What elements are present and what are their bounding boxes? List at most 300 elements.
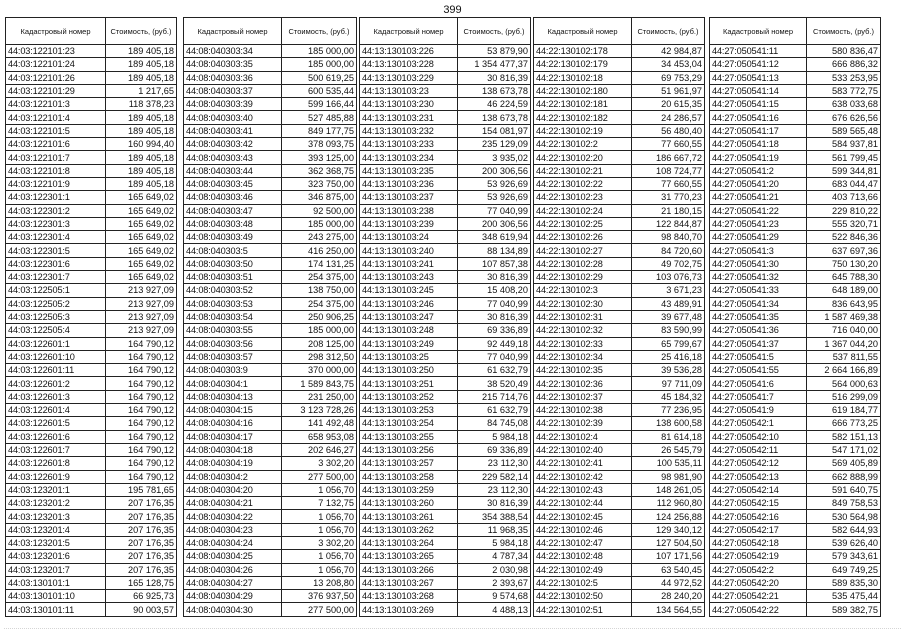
cost-cell: 23 112,30 xyxy=(458,457,531,470)
cost-cell: 4 488,13 xyxy=(458,603,531,616)
cadastral-number-cell: 44:13:130103:266 xyxy=(360,563,458,576)
cost-cell: 539 626,40 xyxy=(807,536,881,549)
table-row xyxy=(360,204,531,217)
table-row xyxy=(360,324,531,337)
cadastral-number-cell: 44:03:130101:11 xyxy=(6,603,106,616)
cadastral-number-cell: 44:13:130103:257 xyxy=(360,457,458,470)
table-row xyxy=(360,603,531,616)
cost-cell: 53 879,90 xyxy=(458,45,531,58)
table-row xyxy=(360,390,531,403)
cadastral-number-cell: 44:13:130103:234 xyxy=(360,151,458,164)
cost-cell: 185 000,00 xyxy=(282,324,357,337)
table-row xyxy=(6,151,177,164)
cadastral-number-cell: 44:13:130103:24 xyxy=(360,231,458,244)
cost-cell: 66 925,73 xyxy=(106,590,177,603)
table-row xyxy=(534,71,705,84)
cadastral-number-cell: 44:03:130101:10 xyxy=(6,590,106,603)
cadastral-number-cell: 44:08:040303:46 xyxy=(184,191,282,204)
cadastral-number-cell: 44:13:130103:241 xyxy=(360,257,458,270)
cadastral-number-cell: 44:08:040303:9 xyxy=(184,364,282,377)
cadastral-number-cell: 44:08:040303:43 xyxy=(184,151,282,164)
cost-cell: 21 180,15 xyxy=(632,204,705,217)
cost-cell: 23 112,30 xyxy=(458,483,531,496)
cadastral-number-cell: 44:27:050542:10 xyxy=(710,430,807,443)
table-row xyxy=(6,257,177,270)
table-row xyxy=(534,231,705,244)
cost-cell: 39 677,48 xyxy=(632,310,705,323)
cost-cell: 1 056,70 xyxy=(282,483,357,496)
cadastral-number-cell: 44:27:050542:16 xyxy=(710,510,807,523)
cadastral-number-cell: 44:22:130102:30 xyxy=(534,297,632,310)
cadastral-number-cell: 44:03:122101:29 xyxy=(6,84,106,97)
table-row xyxy=(534,576,705,589)
cost-cell: 637 697,36 xyxy=(807,244,881,257)
cadastral-number-cell: 44:27:050541:6 xyxy=(710,377,807,390)
table-row xyxy=(360,231,531,244)
cost-cell: 277 500,00 xyxy=(282,603,357,616)
header-number: Кадастровый номер xyxy=(710,18,807,45)
table-row xyxy=(184,523,357,536)
cost-cell: 97 711,09 xyxy=(632,377,705,390)
table-row xyxy=(360,550,531,563)
header-number: Кадастровый номер xyxy=(184,18,282,45)
cost-cell: 38 520,49 xyxy=(458,377,531,390)
cost-cell: 569 405,89 xyxy=(807,457,881,470)
table-row xyxy=(6,550,177,563)
cadastral-number-cell: 44:22:130102:19 xyxy=(534,124,632,137)
cadastral-number-cell: 44:22:130102:21 xyxy=(534,164,632,177)
cost-cell: 207 176,35 xyxy=(106,497,177,510)
cadastral-number-cell: 44:08:040303:35 xyxy=(184,58,282,71)
cost-cell: 165 649,02 xyxy=(106,191,177,204)
cadastral-number-cell: 44:22:130102:32 xyxy=(534,324,632,337)
cadastral-number-cell: 44:22:130102:28 xyxy=(534,257,632,270)
table-row xyxy=(6,603,177,616)
table-row xyxy=(184,284,357,297)
cost-cell: 533 253,95 xyxy=(807,71,881,84)
cost-cell: 31 770,23 xyxy=(632,191,705,204)
table-row xyxy=(534,377,705,390)
table-row xyxy=(6,536,177,549)
cadastral-number-cell: 44:08:040303:50 xyxy=(184,257,282,270)
cost-cell: 164 790,12 xyxy=(106,390,177,403)
cadastral-number-cell: 44:22:130102:40 xyxy=(534,443,632,456)
table-row xyxy=(534,177,705,190)
cost-cell: 527 485,88 xyxy=(282,111,357,124)
table-row xyxy=(360,470,531,483)
cost-cell: 1 367 044,20 xyxy=(807,337,881,350)
table-row xyxy=(360,497,531,510)
cadastral-number-cell: 44:27:050541:11 xyxy=(710,45,807,58)
table-row xyxy=(534,138,705,151)
cadastral-table-5 xyxy=(709,17,881,617)
cadastral-number-cell: 44:03:122601:11 xyxy=(6,364,106,377)
table-row xyxy=(534,603,705,616)
cadastral-number-cell: 44:03:122101:23 xyxy=(6,45,106,58)
cost-cell: 65 799,67 xyxy=(632,337,705,350)
cadastral-number-cell: 44:13:130103:254 xyxy=(360,417,458,430)
table-row xyxy=(6,576,177,589)
cadastral-number-cell: 44:22:130102:180 xyxy=(534,84,632,97)
cost-cell: 195 781,65 xyxy=(106,483,177,496)
cost-cell: 165 649,02 xyxy=(106,244,177,257)
table-row xyxy=(710,71,881,84)
cadastral-number-cell: 44:03:122601:10 xyxy=(6,350,106,363)
table-row xyxy=(710,430,881,443)
cost-cell: 323 750,00 xyxy=(282,177,357,190)
cost-cell: 591 640,75 xyxy=(807,483,881,496)
cadastral-number-cell: 44:22:130102:23 xyxy=(534,191,632,204)
table-row xyxy=(184,164,357,177)
cost-cell: 189 405,18 xyxy=(106,58,177,71)
cost-cell: 83 590,99 xyxy=(632,324,705,337)
table-row xyxy=(360,417,531,430)
header-number: Кадастровый номер xyxy=(534,18,632,45)
table-row xyxy=(360,510,531,523)
cost-cell: 200 306,56 xyxy=(458,164,531,177)
cadastral-number-cell: 44:08:040303:52 xyxy=(184,284,282,297)
cadastral-number-cell: 44:27:050541:34 xyxy=(710,297,807,310)
table-row xyxy=(6,111,177,124)
cost-cell: 25 416,18 xyxy=(632,350,705,363)
cadastral-number-cell: 44:08:040304:26 xyxy=(184,563,282,576)
cadastral-number-cell: 44:03:122101:3 xyxy=(6,98,106,111)
cadastral-number-cell: 44:03:122601:7 xyxy=(6,443,106,456)
cadastral-number-cell: 44:13:130103:239 xyxy=(360,217,458,230)
cost-cell: 122 844,87 xyxy=(632,217,705,230)
cost-cell: 4 787,34 xyxy=(458,550,531,563)
cadastral-number-cell: 44:22:130102:42 xyxy=(534,470,632,483)
cost-cell: 348 619,94 xyxy=(458,231,531,244)
table-row xyxy=(710,350,881,363)
cost-cell: 138 673,78 xyxy=(458,111,531,124)
cost-cell: 207 176,35 xyxy=(106,510,177,523)
cadastral-number-cell: 44:27:050541:13 xyxy=(710,71,807,84)
cadastral-number-cell: 44:08:040303:47 xyxy=(184,204,282,217)
table-row xyxy=(534,523,705,536)
table-row xyxy=(6,98,177,111)
cadastral-number-cell: 44:08:040303:34 xyxy=(184,45,282,58)
cost-cell: 849 177,75 xyxy=(282,124,357,137)
cadastral-number-cell: 44:27:050542:11 xyxy=(710,443,807,456)
cost-cell: 648 189,00 xyxy=(807,284,881,297)
cost-cell: 43 489,91 xyxy=(632,297,705,310)
table-row xyxy=(184,217,357,230)
cadastral-number-cell: 44:08:040303:54 xyxy=(184,310,282,323)
table-row xyxy=(534,483,705,496)
cadastral-number-cell: 44:13:130103:260 xyxy=(360,497,458,510)
table-row xyxy=(360,457,531,470)
cadastral-number-cell: 44:03:123201:6 xyxy=(6,550,106,563)
cost-cell: 277 500,00 xyxy=(282,470,357,483)
cadastral-number-cell: 44:22:130102:18 xyxy=(534,71,632,84)
cadastral-number-cell: 44:27:050542:12 xyxy=(710,457,807,470)
cost-cell: 30 816,39 xyxy=(458,271,531,284)
cost-cell: 666 773,25 xyxy=(807,417,881,430)
cadastral-number-cell: 44:08:040304:19 xyxy=(184,457,282,470)
cost-cell: 141 492,48 xyxy=(282,417,357,430)
cost-cell: 683 044,47 xyxy=(807,177,881,190)
cadastral-number-cell: 44:03:122601:9 xyxy=(6,470,106,483)
cadastral-number-cell: 44:03:122601:6 xyxy=(6,430,106,443)
table-row xyxy=(6,510,177,523)
table-row xyxy=(6,58,177,71)
table-row xyxy=(710,550,881,563)
table-row xyxy=(184,377,357,390)
cost-cell: 164 790,12 xyxy=(106,364,177,377)
cadastral-number-cell: 44:08:040304:22 xyxy=(184,510,282,523)
cost-cell: 561 799,45 xyxy=(807,151,881,164)
cost-cell: 589 382,75 xyxy=(807,603,881,616)
table-row xyxy=(534,191,705,204)
cadastral-number-cell: 44:22:130102:39 xyxy=(534,417,632,430)
cadastral-number-cell: 44:13:130103:235 xyxy=(360,164,458,177)
cost-cell: 92 500,00 xyxy=(282,204,357,217)
cost-cell: 2 393,67 xyxy=(458,576,531,589)
cost-cell: 53 926,69 xyxy=(458,177,531,190)
table-row xyxy=(534,271,705,284)
cadastral-number-cell: 44:22:130102:44 xyxy=(534,497,632,510)
table-row xyxy=(360,271,531,284)
header-cost: Стоимость, (руб.) xyxy=(106,18,177,45)
cost-cell: 229 810,22 xyxy=(807,204,881,217)
cadastral-number-cell: 44:27:050542:15 xyxy=(710,497,807,510)
cost-cell: 11 968,35 xyxy=(458,523,531,536)
cadastral-number-cell: 44:22:130102:47 xyxy=(534,536,632,549)
cost-cell: 1 056,70 xyxy=(282,550,357,563)
cost-cell: 165 649,02 xyxy=(106,231,177,244)
cost-cell: 189 405,18 xyxy=(106,45,177,58)
cadastral-table-3 xyxy=(359,17,531,617)
table-row xyxy=(710,191,881,204)
table-row xyxy=(6,390,177,403)
cost-cell: 376 937,50 xyxy=(282,590,357,603)
table-row xyxy=(710,417,881,430)
header-number: Кадастровый номер xyxy=(6,18,106,45)
header-cost: Стоимость, (руб.) xyxy=(282,18,357,45)
cadastral-number-cell: 44:03:123201:2 xyxy=(6,497,106,510)
cost-cell: 213 927,09 xyxy=(106,297,177,310)
cost-cell: 5 984,18 xyxy=(458,430,531,443)
table-row xyxy=(184,443,357,456)
cost-cell: 165 649,02 xyxy=(106,204,177,217)
cost-cell: 530 564,98 xyxy=(807,510,881,523)
table-row xyxy=(184,404,357,417)
table-row xyxy=(710,84,881,97)
cost-cell: 189 405,18 xyxy=(106,164,177,177)
cadastral-number-cell: 44:13:130103:269 xyxy=(360,603,458,616)
table-row xyxy=(710,364,881,377)
cadastral-number-cell: 44:13:130103:264 xyxy=(360,536,458,549)
cost-cell: 118 378,23 xyxy=(106,98,177,111)
table-row xyxy=(6,177,177,190)
table-row xyxy=(534,310,705,323)
cost-cell: 53 926,69 xyxy=(458,191,531,204)
cost-cell: 200 306,56 xyxy=(458,217,531,230)
cost-cell: 77 040,99 xyxy=(458,297,531,310)
page-number: 399 xyxy=(443,4,462,16)
table-row xyxy=(6,45,177,58)
table-row xyxy=(360,45,531,58)
table-row xyxy=(184,71,357,84)
cost-cell: 164 790,12 xyxy=(106,417,177,430)
cadastral-number-cell: 44:03:122301:2 xyxy=(6,204,106,217)
cost-cell: 56 480,40 xyxy=(632,124,705,137)
cost-cell: 92 449,18 xyxy=(458,337,531,350)
table-row xyxy=(184,257,357,270)
table-row xyxy=(534,430,705,443)
table-row xyxy=(360,164,531,177)
cost-cell: 516 299,09 xyxy=(807,390,881,403)
cadastral-number-cell: 44:22:130102:3 xyxy=(534,284,632,297)
cadastral-number-cell: 44:27:050541:35 xyxy=(710,310,807,323)
cost-cell: 3 935,02 xyxy=(458,151,531,164)
cost-cell: 186 667,72 xyxy=(632,151,705,164)
cadastral-number-cell: 44:22:130102:46 xyxy=(534,523,632,536)
cadastral-number-cell: 44:13:130103:243 xyxy=(360,271,458,284)
table-row xyxy=(360,523,531,536)
cadastral-number-cell: 44:22:130102:51 xyxy=(534,603,632,616)
table-row xyxy=(534,297,705,310)
cadastral-number-cell: 44:03:123201:4 xyxy=(6,523,106,536)
table-row xyxy=(710,217,881,230)
table-row xyxy=(534,457,705,470)
cadastral-number-cell: 44:27:050542:22 xyxy=(710,603,807,616)
cadastral-number-cell: 44:13:130103:252 xyxy=(360,390,458,403)
cadastral-number-cell: 44:13:130103:245 xyxy=(360,284,458,297)
table-row xyxy=(6,563,177,576)
cost-cell: 638 033,68 xyxy=(807,98,881,111)
cadastral-number-cell: 44:22:130102:4 xyxy=(534,430,632,443)
cost-cell: 185 000,00 xyxy=(282,45,357,58)
table-row xyxy=(6,337,177,350)
cadastral-number-cell: 44:27:050542:13 xyxy=(710,470,807,483)
cadastral-number-cell: 44:03:123201:7 xyxy=(6,563,106,576)
table-row xyxy=(360,124,531,137)
cadastral-number-cell: 44:27:050541:20 xyxy=(710,177,807,190)
table-row xyxy=(184,177,357,190)
cadastral-number-cell: 44:27:050542:17 xyxy=(710,523,807,536)
cadastral-number-cell: 44:27:050541:29 xyxy=(710,231,807,244)
cost-cell: 90 003,57 xyxy=(106,603,177,616)
cadastral-number-cell: 44:27:050541:2 xyxy=(710,164,807,177)
cadastral-number-cell: 44:22:130102:43 xyxy=(534,483,632,496)
cost-cell: 26 545,79 xyxy=(632,443,705,456)
table-row xyxy=(710,457,881,470)
cost-cell: 600 535,44 xyxy=(282,84,357,97)
table-row xyxy=(360,483,531,496)
cost-cell: 77 660,55 xyxy=(632,138,705,151)
cost-cell: 599 344,81 xyxy=(807,164,881,177)
cadastral-number-cell: 44:13:130103:265 xyxy=(360,550,458,563)
cadastral-number-cell: 44:22:130102:181 xyxy=(534,98,632,111)
cost-cell: 100 535,11 xyxy=(632,457,705,470)
header-cost: Стоимость, (руб.) xyxy=(458,18,531,45)
cadastral-number-cell: 44:27:050541:5 xyxy=(710,350,807,363)
header-cost: Стоимость, (руб.) xyxy=(807,18,881,45)
cost-cell: 2 664 166,89 xyxy=(807,364,881,377)
table-row xyxy=(184,58,357,71)
cost-cell: 346 875,00 xyxy=(282,191,357,204)
table-row xyxy=(710,590,881,603)
cadastral-number-cell: 44:22:130102:41 xyxy=(534,457,632,470)
cadastral-number-cell: 44:08:040303:41 xyxy=(184,124,282,137)
table-row xyxy=(184,231,357,244)
cost-cell: 107 857,38 xyxy=(458,257,531,270)
table-row xyxy=(360,297,531,310)
table-row xyxy=(360,443,531,456)
cost-cell: 164 790,12 xyxy=(106,337,177,350)
cadastral-number-cell: 44:08:040304:24 xyxy=(184,536,282,549)
cadastral-number-cell: 44:08:040303:5 xyxy=(184,244,282,257)
cost-cell: 1 587 469,38 xyxy=(807,310,881,323)
cost-cell: 107 171,56 xyxy=(632,550,705,563)
cadastral-number-cell: 44:03:122505:1 xyxy=(6,284,106,297)
cost-cell: 666 886,32 xyxy=(807,58,881,71)
cost-cell: 24 286,57 xyxy=(632,111,705,124)
table-row xyxy=(534,111,705,124)
cost-cell: 30 816,39 xyxy=(458,71,531,84)
cadastral-number-cell: 44:27:050541:30 xyxy=(710,257,807,270)
table-row xyxy=(184,324,357,337)
cadastral-number-cell: 44:08:040303:36 xyxy=(184,71,282,84)
cadastral-number-cell: 44:08:040304:25 xyxy=(184,550,282,563)
cost-cell: 77 236,95 xyxy=(632,404,705,417)
cadastral-number-cell: 44:03:122601:1 xyxy=(6,337,106,350)
cost-cell: 500 619,25 xyxy=(282,71,357,84)
cadastral-number-cell: 44:22:130102:26 xyxy=(534,231,632,244)
cadastral-number-cell: 44:22:130102:20 xyxy=(534,151,632,164)
cost-cell: 235 129,09 xyxy=(458,138,531,151)
cost-cell: 34 453,04 xyxy=(632,58,705,71)
table-row xyxy=(184,430,357,443)
cost-cell: 1 354 477,37 xyxy=(458,58,531,71)
cost-cell: 84 745,08 xyxy=(458,417,531,430)
cost-cell: 555 320,71 xyxy=(807,217,881,230)
cadastral-number-cell: 44:03:123201:3 xyxy=(6,510,106,523)
cadastral-number-cell: 44:22:130102:34 xyxy=(534,350,632,363)
cadastral-number-cell: 44:13:130103:233 xyxy=(360,138,458,151)
cost-cell: 3 302,20 xyxy=(282,536,357,549)
cadastral-number-cell: 44:27:050542:18 xyxy=(710,536,807,549)
cost-cell: 250 906,25 xyxy=(282,310,357,323)
cost-cell: 51 961,97 xyxy=(632,84,705,97)
table-row xyxy=(710,257,881,270)
cadastral-number-cell: 44:03:122301:3 xyxy=(6,217,106,230)
table-row xyxy=(534,124,705,137)
cost-cell: 30 816,39 xyxy=(458,497,531,510)
cadastral-number-cell: 44:27:050542:14 xyxy=(710,483,807,496)
table-row xyxy=(710,576,881,589)
cost-cell: 3 302,20 xyxy=(282,457,357,470)
cadastral-number-cell: 44:13:130103:238 xyxy=(360,204,458,217)
cadastral-number-cell: 44:08:040304:17 xyxy=(184,430,282,443)
table-row xyxy=(710,603,881,616)
table-row xyxy=(360,111,531,124)
cadastral-number-cell: 44:13:130103:246 xyxy=(360,297,458,310)
cadastral-number-cell: 44:22:130102:29 xyxy=(534,271,632,284)
cadastral-number-cell: 44:13:130103:248 xyxy=(360,324,458,337)
cadastral-number-cell: 44:08:040304:1 xyxy=(184,377,282,390)
cadastral-number-cell: 44:27:050542:1 xyxy=(710,417,807,430)
cost-cell: 189 405,18 xyxy=(106,111,177,124)
cadastral-number-cell: 44:13:130103:228 xyxy=(360,58,458,71)
table-row xyxy=(710,231,881,244)
cost-cell: 207 176,35 xyxy=(106,536,177,549)
cadastral-number-cell: 44:08:040304:20 xyxy=(184,483,282,496)
table-row xyxy=(360,98,531,111)
cadastral-number-cell: 44:08:040304:27 xyxy=(184,576,282,589)
